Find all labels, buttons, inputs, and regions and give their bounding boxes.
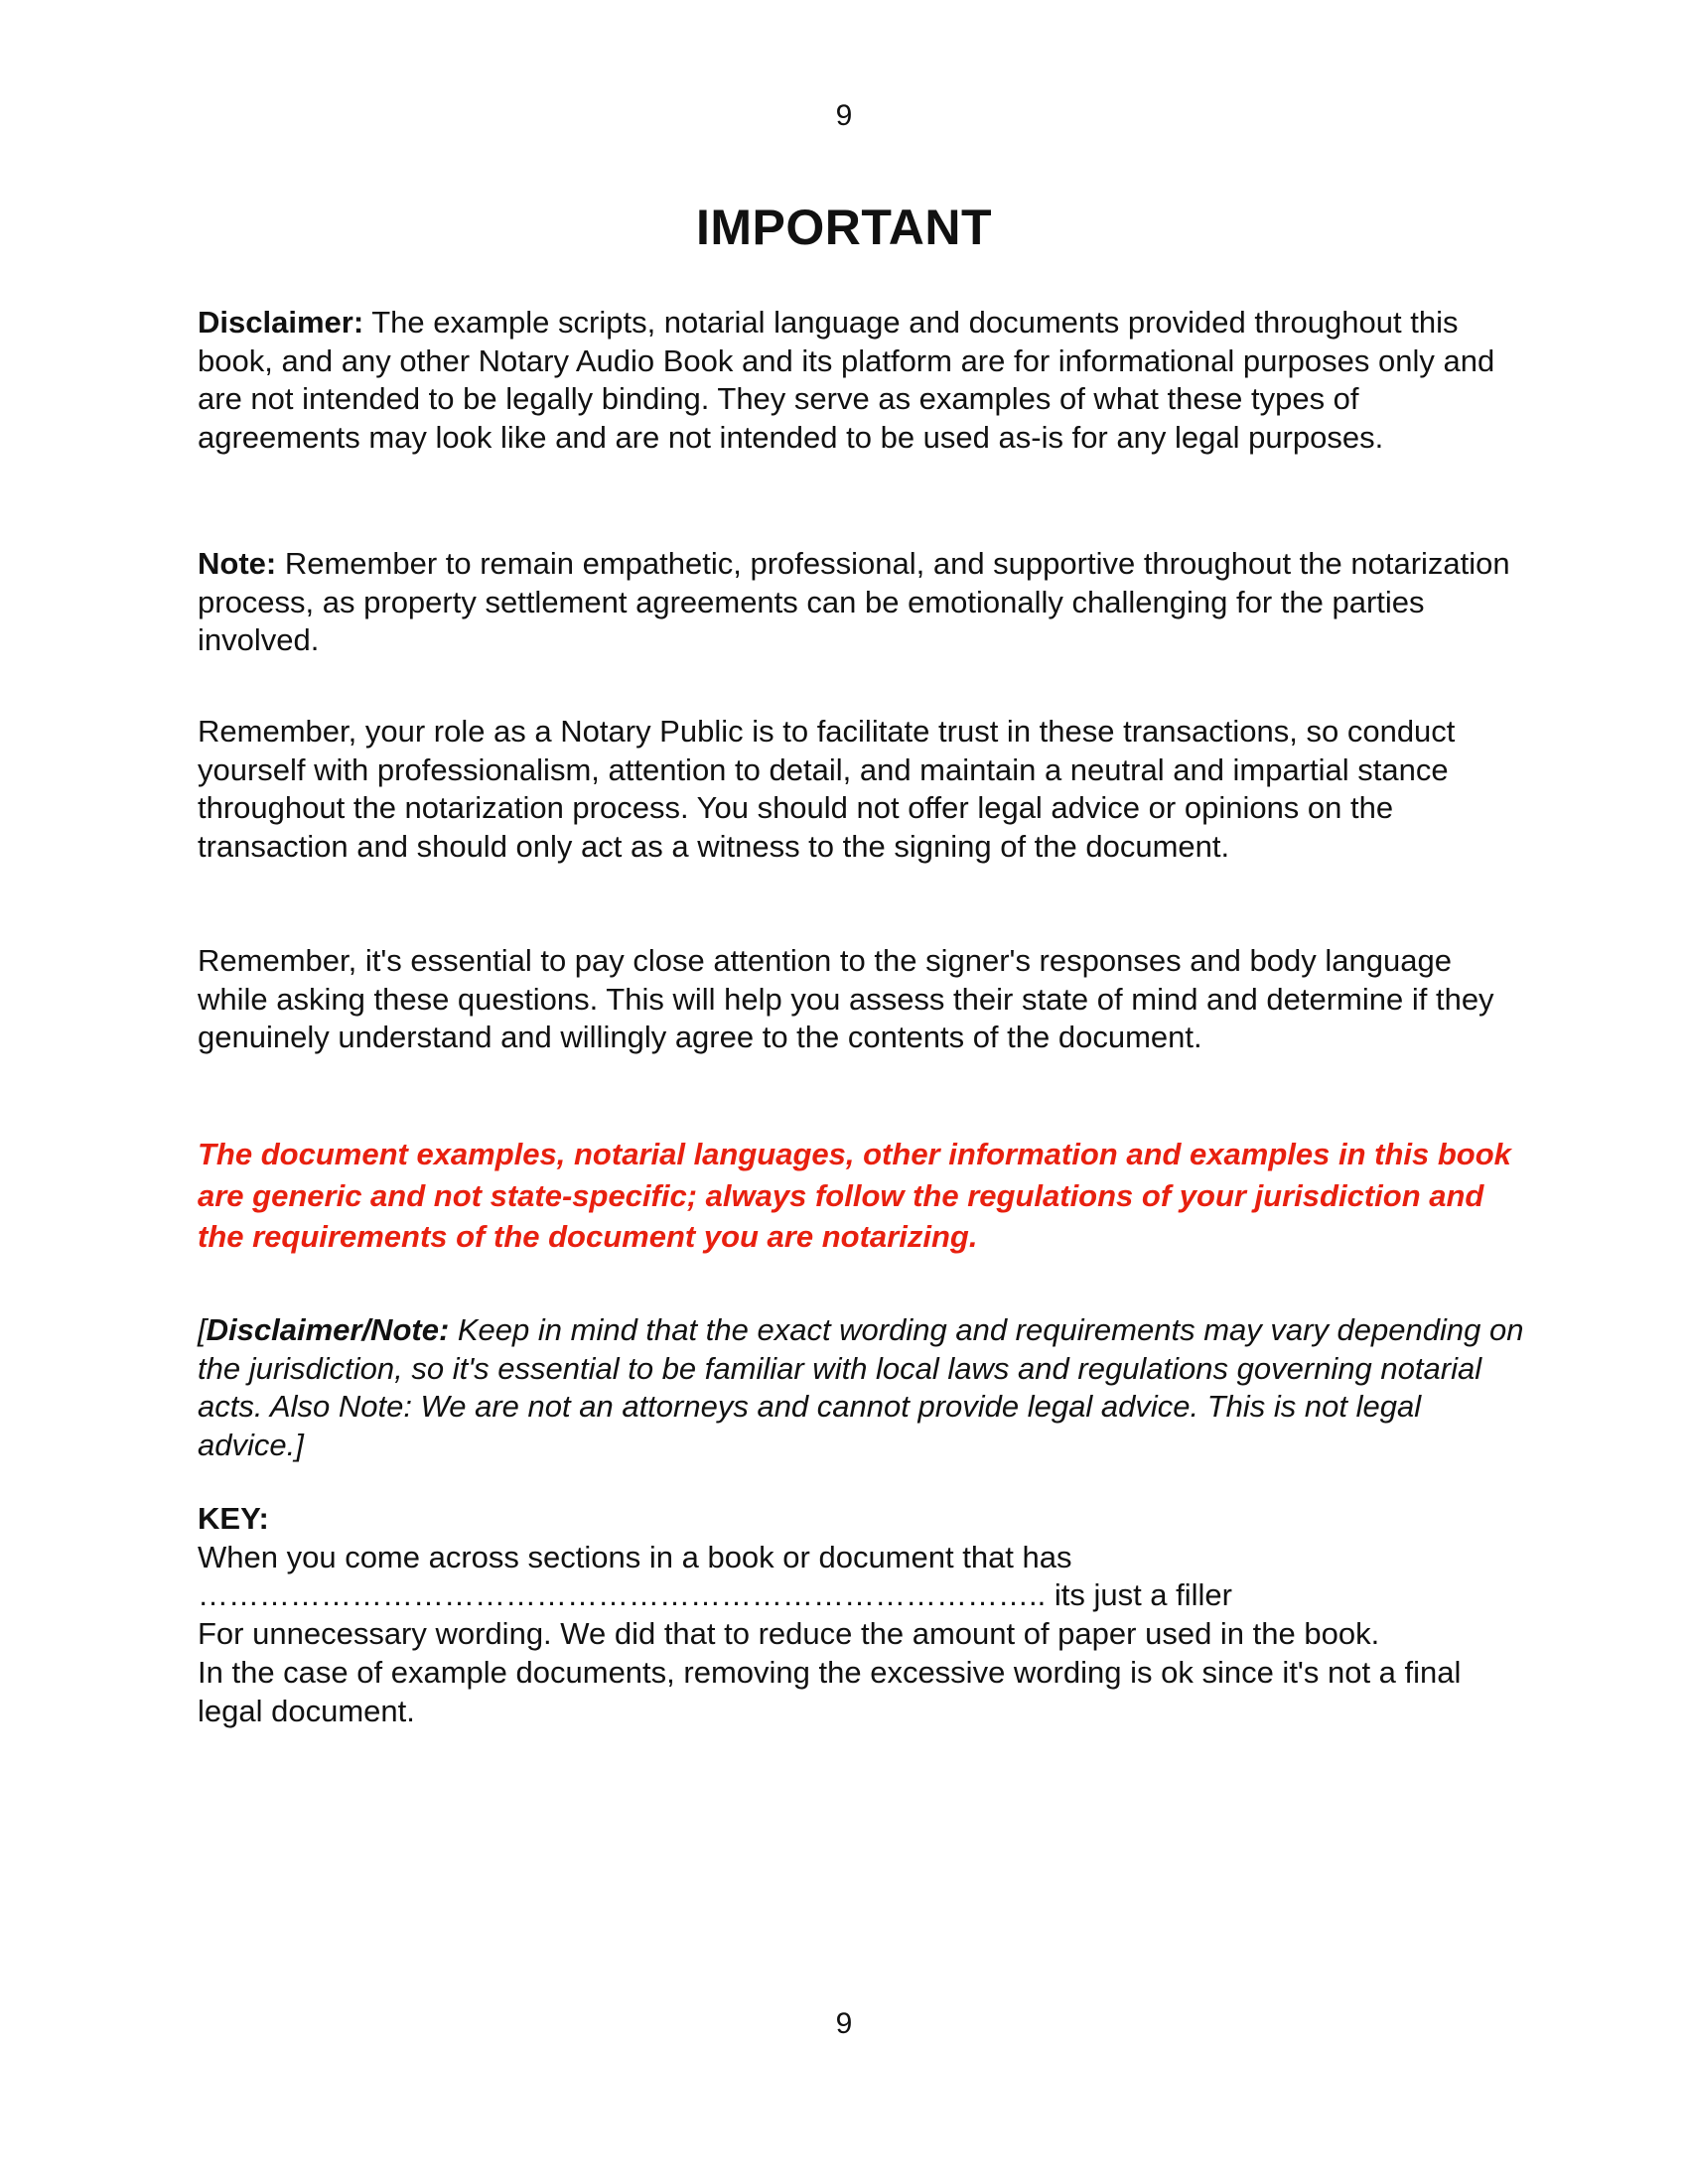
bracket-open: [ — [198, 1312, 207, 1347]
footer-page-number: 9 — [835, 2007, 853, 2040]
header-page-number: 9 — [835, 99, 853, 132]
bracket-disclaimer-text: Keep in mind that the exact wording and requirements may vary depending on the jurisdiction, so it's essential to be familiar with local laws and regulations governing notarial acts. Also Note: We are not an attorneys and cannot provide legal advice. This is not legal advice.] — [198, 1312, 1524, 1463]
bracket-disclaimer-label: Disclaimer/Note: — [206, 1312, 450, 1347]
disclaimer-label: Disclaimer: — [198, 305, 364, 340]
key-filler-line: ……………………………………………………………………….. its just a filler — [198, 1577, 1232, 1613]
page-title: IMPORTANT — [696, 200, 992, 255]
key-line-4: In the case of example documents, removing the excessive wording is ok since it's not a final legal document. — [198, 1654, 1462, 1728]
remember-attention-paragraph: Remember, it's essential to pay close attention to the signer's responses and body language while asking these questions. This will help you assess their state of mind and determine if they genuinely understand and willingly agree to the contents of the document. — [198, 943, 1494, 1055]
disclaimer-text: The example scripts, notarial language and documents provided throughout this book, and any other Notary Audio Book and its platform are for informational purposes only and are not intended to be legally binding. They serve as examples of what these types of agreements may look like and are not intended to be used as-is for any legal purposes. — [198, 305, 1495, 456]
warning-paragraph: The document examples, notarial languages, other information and examples in this book are generic and not state-specific; always follow the regulations of your jurisdiction and the requirements of the document you are notarizing. — [198, 1137, 1511, 1254]
remember-role-paragraph: Remember, your role as a Notary Public is to facilitate trust in these transactions, so conduct yourself with professionalism, attention to detail, and maintain a neutral and impartial stance throughout the notarization process. You should not offer legal advice or opinions on the transaction and should only act as a witness to the signing of the document. — [198, 714, 1456, 865]
key-label: KEY: — [198, 1501, 269, 1536]
disclaimer-paragraph — [198, 304, 1528, 458]
note-paragraph — [198, 545, 1528, 660]
key-line-3: For unnecessary wording. We did that to reduce the amount of paper used in the book. — [198, 1616, 1380, 1652]
bracket-disclaimer-paragraph — [198, 1311, 1528, 1465]
note-text: Remember to remain empathetic, professional, and supportive throughout the notarization process, as property settlement agreements can be emotionally challenging for the parties involved. — [198, 546, 1510, 658]
note-label: Note: — [198, 546, 277, 581]
key-line-1: When you come across sections in a book or document that has — [198, 1539, 1072, 1574]
key-section — [198, 1500, 1528, 1730]
